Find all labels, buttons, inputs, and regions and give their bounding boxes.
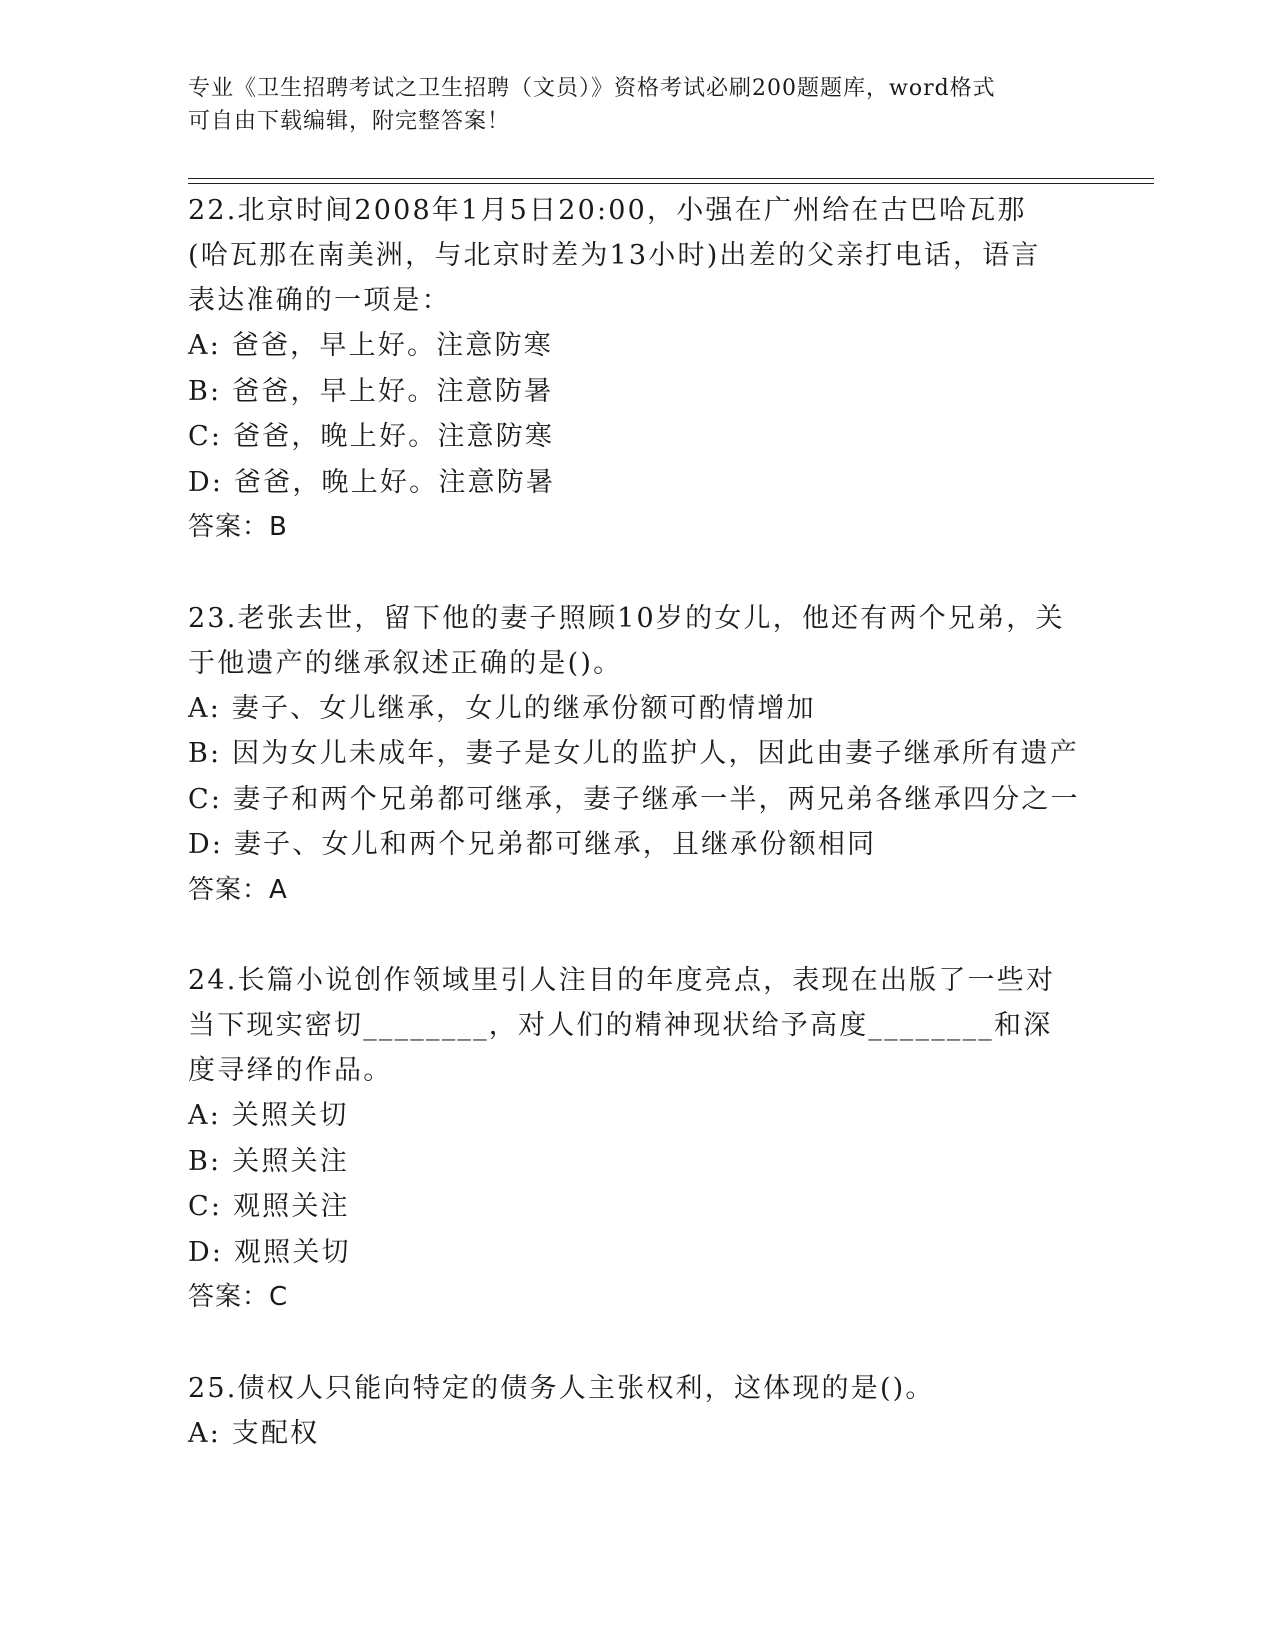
option-a: A: 爸爸，早上好。注意防寒 — [188, 330, 553, 361]
question-text: 25.债权人只能向特定的债务人主张权利，这体现的是()。 — [188, 1372, 935, 1404]
option-b: B: 爸爸，早上好。注意防暑 — [188, 375, 554, 407]
answer-line: 答案：B — [188, 512, 288, 542]
option-c: C: 爸爸，晚上好。注意防寒 — [188, 421, 555, 452]
header-line-2: 可自由下载编辑，附完整答案！ — [188, 109, 511, 134]
option-d: D: 妻子、女儿和两个兄弟都可继承，且继承份额相同 — [188, 829, 877, 860]
document-header — [188, 72, 1088, 138]
header-divider-top — [188, 178, 1154, 179]
question-list — [188, 188, 1080, 1501]
header-line-1: 专业《卫生招聘考试之卫生招聘（文员）》资格考试必刷200题题库，word格式 — [188, 76, 996, 101]
option-c: C: 观照关注 — [188, 1191, 350, 1222]
question-23 — [188, 596, 1080, 914]
question-24 — [188, 958, 1068, 1321]
option-d: D: 爸爸，晚上好。注意防暑 — [188, 466, 556, 498]
option-a: A: 关照关切 — [188, 1100, 349, 1131]
question-25 — [188, 1366, 1068, 1457]
answer-line: 答案：C — [188, 1282, 289, 1312]
question-text: 22.北京时间2008年1月5日20:00，小强在广州给在古巴哈瓦那(哈瓦那在南美洲，与北京时差为13小时)出差的父亲打电话，语言表达准确的一项是： — [188, 195, 1041, 316]
option-a: A: 支配权 — [188, 1417, 320, 1449]
question-22 — [188, 188, 1068, 551]
question-text: 24.长篇小说创作领域里引人注目的年度亮点，表现在出版了一些对当下现实密切________，对人们的精神现状给予高度________和深度寻绎的作品。 — [188, 965, 1056, 1086]
option-b: B: 因为女儿未成年，妻子是女儿的监护人，因此由妻子继承所有遗产 — [188, 738, 1079, 769]
option-a: A: 妻子、女儿继承，女儿的继承份额可酌情增加 — [188, 692, 816, 724]
question-text: 23.老张去世，留下他的妻子照顾10岁的女儿，他还有两个兄弟，关于他遗产的继承叙述正确的是()。 — [188, 602, 1065, 679]
option-b: B: 关照关注 — [188, 1145, 349, 1177]
option-c: C: 妻子和两个兄弟都可继承，妻子继承一半，两兄弟各继承四分之一 — [188, 783, 1080, 815]
option-d: D: 观照关切 — [188, 1236, 351, 1268]
header-divider-bottom — [188, 183, 1154, 184]
answer-line: 答案：A — [188, 874, 288, 905]
